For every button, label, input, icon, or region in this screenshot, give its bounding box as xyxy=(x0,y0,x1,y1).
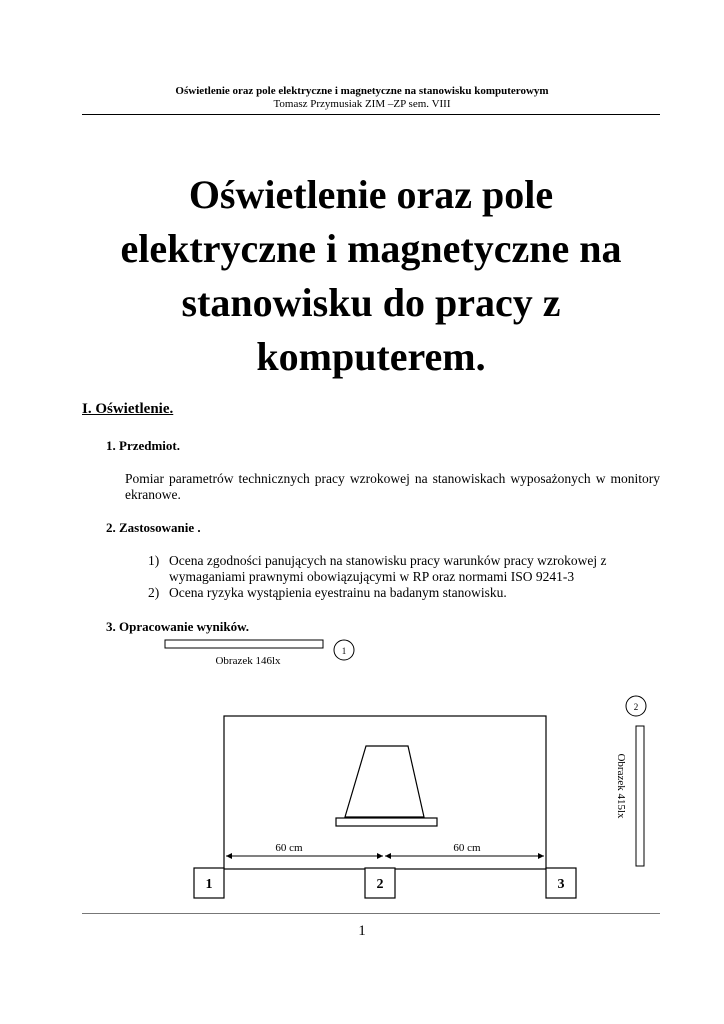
picture-2-frame xyxy=(636,726,644,866)
list-item-number: 2) xyxy=(148,585,160,600)
running-header-author: Tomasz Przymusiak ZIM –ZP sem. VIII xyxy=(273,98,451,110)
footer-rule xyxy=(82,913,660,914)
picture-1-frame xyxy=(165,640,323,648)
page-number: 1 xyxy=(358,923,366,939)
measurement-point-2-label: 2 xyxy=(376,877,384,892)
lamp-shade-icon xyxy=(345,746,424,817)
item-subject-text: Pomiar parametrów technicznych pracy wzrokowej na stanowiskach wyposażonych w monitory ekranowe. xyxy=(125,471,660,502)
title-line: komputerem. xyxy=(256,334,486,379)
lamp-base-icon xyxy=(336,818,437,826)
running-header-title: Oświetlenie oraz pole elektryczne i magnetyczne na stanowisku komputerowym xyxy=(175,85,549,97)
measurement-point-1-label: 1 xyxy=(205,877,213,892)
dimension-label-right: 60 cm xyxy=(453,842,481,854)
title-line: elektryczne i magnetyczne na xyxy=(120,226,622,271)
measurement-point-3-label: 3 xyxy=(557,877,565,892)
list-item-number: 1) xyxy=(148,553,160,568)
picture-2-label: Obrazek 415lx xyxy=(615,753,627,819)
title-line: stanowisku do pracy z xyxy=(181,280,561,325)
list-item-text: Ocena zgodności panujących na stanowisku pracy warunków pracy wzrokowej z wymaganiami prawnymi obowiązującymi w RP oraz normami ISO 9241-3 xyxy=(169,553,607,584)
item-heading-application: 2. Zastosowanie . xyxy=(106,520,201,535)
picture-2-marker-number: 2 xyxy=(633,702,639,712)
dimension-label-left: 60 cm xyxy=(275,842,303,854)
item-heading-results: 3. Opracowanie wyników. xyxy=(106,619,250,634)
title-line: Oświetlenie oraz pole xyxy=(188,172,554,217)
picture-1-label: Obrazek 146lx xyxy=(215,655,281,667)
item-heading-subject: 1. Przedmiot. xyxy=(106,438,181,453)
picture-1-marker-number: 1 xyxy=(341,646,347,656)
list-item-text: Ocena ryzyka wystąpienia eyestrainu na badanym stanowisku. xyxy=(169,585,507,600)
section-heading: I. Oświetlenie. xyxy=(82,401,174,417)
